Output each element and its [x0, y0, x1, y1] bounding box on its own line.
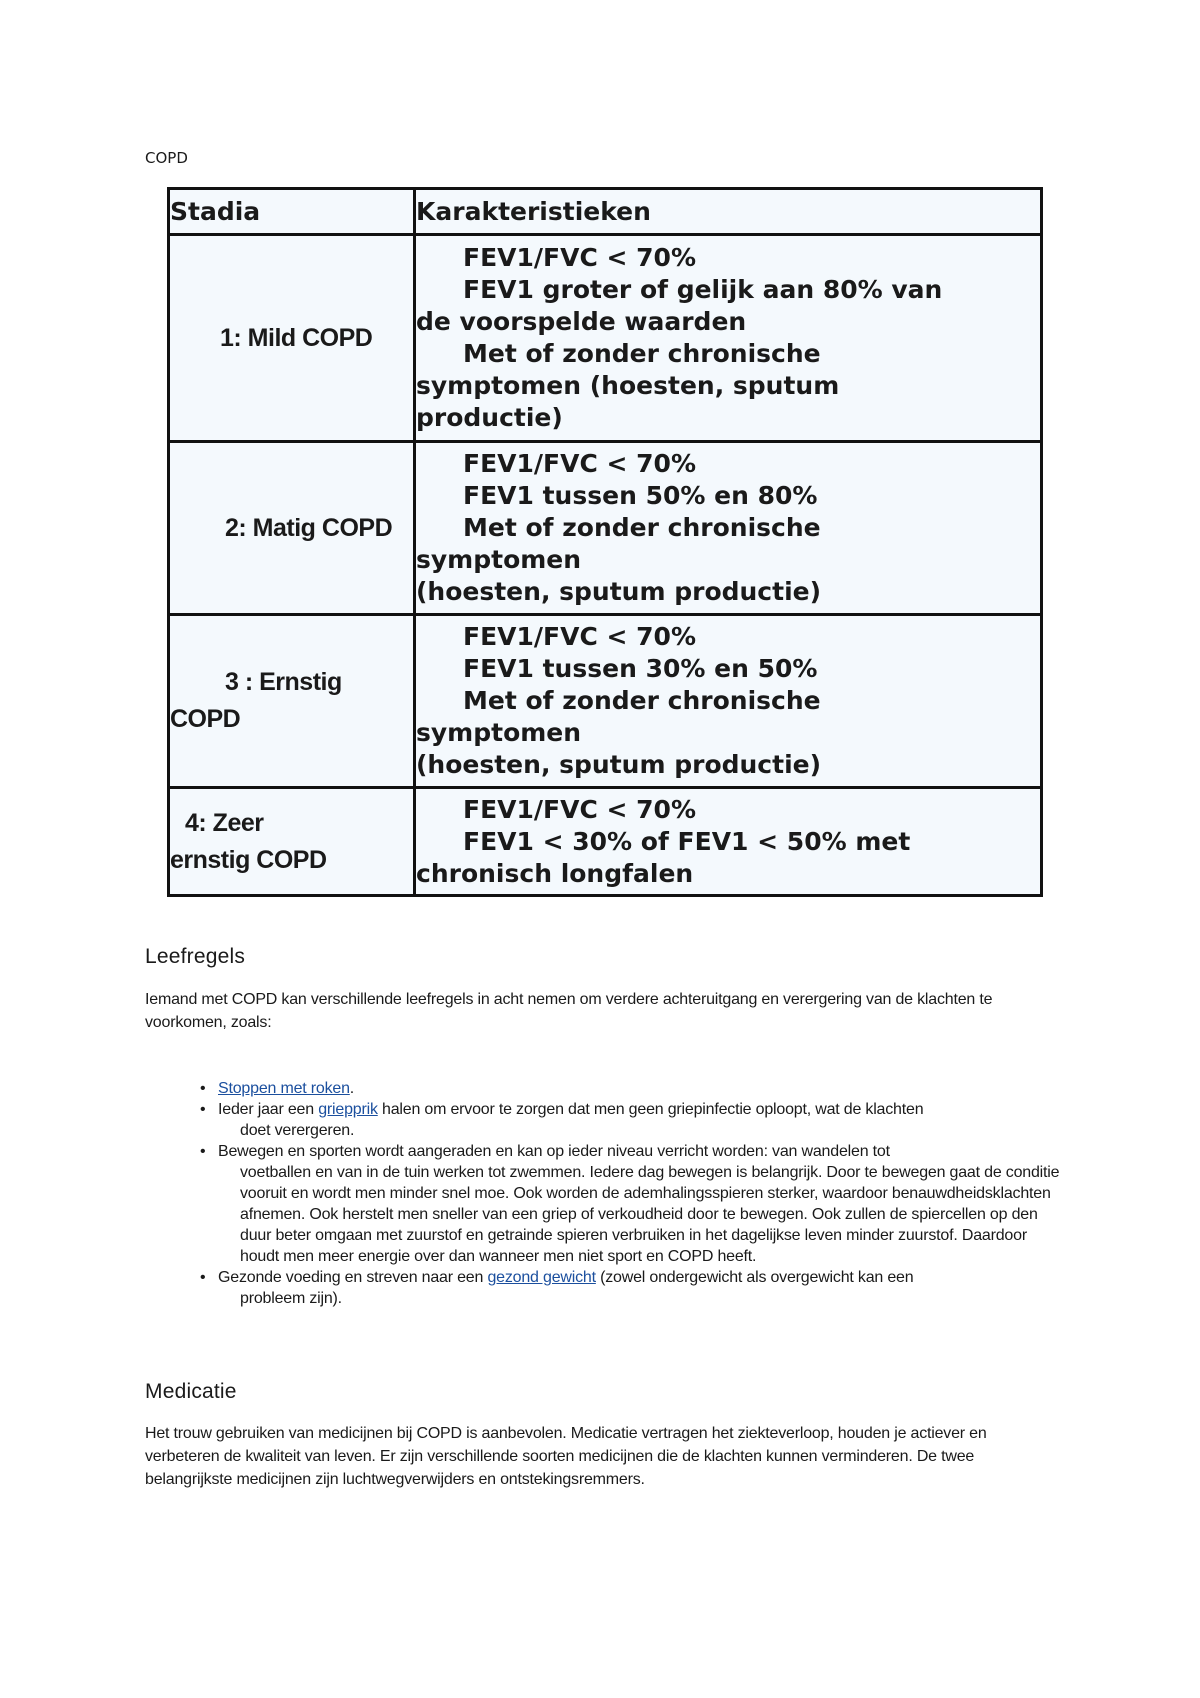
characteristic-line: Met of zonder chronische — [463, 686, 821, 715]
table-header-row — [169, 189, 1042, 235]
header-stadia: Stadia — [169, 189, 415, 235]
characteristic-line: symptomen — [416, 545, 582, 574]
characteristics-cell — [415, 235, 1042, 442]
leefregels-list — [200, 1078, 1070, 1309]
stage-cell — [169, 788, 415, 896]
leefregels-heading: Leefregels — [145, 945, 246, 968]
characteristic-line: symptomen — [416, 718, 582, 747]
list-item — [200, 1141, 1070, 1267]
list-item-text: halen om ervoor te zorgen dat men geen griepinfectie oploopt, wat de klachten — [377, 1101, 924, 1118]
list-item-text: . — [349, 1080, 355, 1097]
stage-cell — [169, 615, 415, 788]
characteristics-cell — [415, 615, 1042, 788]
table-row — [169, 442, 1042, 615]
medicatie-text: Het trouw gebruiken van medicijnen bij COPD is aanbevolen. Medicatie vertragen het ziekteverloop, houden je actiever en verbeteren de kwaliteit van leven. Er zijn verschillende soorten medicijnen die de klachten kunnen verminderen. De twee belangrijkste medicijnen zijn luchtwegverwijders en ontstekingsremmers. — [145, 1425, 987, 1488]
list-item-text: voetballen en van in de tuin werken tot zwemmen. Iedere dag bewegen is belangrijk. Door te bewegen gaat de conditie vooruit en wordt men minder snel moe. Ook worden de ademhalingsspieren sterker, waardoor benauwdheidsklachten afnemen. Ook herstelt men sneller van een griep of verkoudheid door te bewegen. Ook zullen de spiercellen op den duur beter omgaan met zuurstof en getrainde spieren verbruiken in het dagelijkse leven minder zuurstof. Daardoor houdt men meer energie over dan wanneer men niet sport en COPD heeft. — [240, 1164, 1060, 1265]
characteristic-line: FEV1 groter of gelijk aan 80% van — [463, 275, 943, 304]
list-item-text: probleem zijn). — [240, 1290, 342, 1307]
medicatie-heading: Medicatie — [145, 1380, 237, 1403]
stage-label-cont: ernstig COPD — [170, 845, 327, 874]
characteristic-line: FEV1/FVC < 70% — [463, 243, 696, 272]
list-item-text: Bewegen en sporten wordt aangeraden en kan op ieder niveau verricht worden: van wandelen tot — [218, 1143, 890, 1160]
stage-label: 1: Mild COPD — [220, 323, 373, 352]
copd-stages-table — [167, 187, 1043, 897]
leefregels-intro: Iemand met COPD kan verschillende leefregels in acht nemen om verdere achteruitgang en verergering van de klachten te voorkomen, zoals: — [145, 991, 993, 1031]
characteristic-line: de voorspelde waarden — [416, 307, 747, 336]
stage-cell — [169, 442, 415, 615]
table-row — [169, 235, 1042, 442]
stage-label: 2: Matig COPD — [225, 513, 393, 542]
header-karakteristieken: Karakteristieken — [415, 189, 1042, 235]
table-row — [169, 615, 1042, 788]
list-item — [200, 1099, 1070, 1141]
characteristic-line: FEV1 tussen 50% en 80% — [463, 481, 818, 510]
list-item-text: doet verergeren. — [240, 1122, 355, 1139]
characteristic-line: (hoesten, sputum productie) — [416, 750, 822, 779]
characteristic-line: FEV1/FVC < 70% — [463, 449, 696, 478]
characteristic-line: Met of zonder chronische — [463, 513, 821, 542]
bullet-icon: • — [200, 1080, 206, 1097]
stage-label: 4: Zeer — [185, 808, 264, 837]
characteristic-line: chronisch longfalen — [416, 858, 694, 888]
document-label: COPD — [145, 149, 188, 167]
bullet-icon: • — [200, 1269, 206, 1286]
stage-label: 3 : Ernstig — [225, 668, 342, 696]
characteristic-line: symptomen (hoesten, sputum — [416, 371, 840, 400]
bullet-icon: • — [200, 1101, 206, 1118]
stage-label-cont: COPD — [170, 705, 241, 733]
gezond-gewicht-link[interactable]: gezond gewicht — [487, 1269, 596, 1286]
stage-cell — [169, 235, 415, 442]
characteristics-cell — [415, 442, 1042, 615]
list-item — [200, 1078, 1070, 1099]
stoppen-met-roken-link[interactable]: Stoppen met roken — [218, 1080, 350, 1097]
list-item-text: Gezonde voeding en streven naar een — [218, 1269, 488, 1286]
characteristic-line: FEV1/FVC < 70% — [463, 794, 696, 824]
list-item-text: Ieder jaar een — [218, 1101, 319, 1118]
characteristic-line: (hoesten, sputum productie) — [416, 577, 822, 606]
characteristic-line: FEV1 < 30% of FEV1 < 50% met — [463, 826, 911, 856]
list-item — [200, 1267, 1070, 1309]
characteristic-line: productie) — [416, 403, 563, 432]
characteristic-line: Met of zonder chronische — [463, 339, 821, 368]
table-row — [169, 788, 1042, 896]
characteristic-line: FEV1 tussen 30% en 50% — [463, 654, 818, 683]
characteristics-cell — [415, 788, 1042, 896]
list-item-text: (zowel ondergewicht als overgewicht kan een — [595, 1269, 914, 1286]
griepprik-link[interactable]: griepprik — [318, 1101, 378, 1118]
bullet-icon: • — [200, 1143, 206, 1160]
characteristic-line: FEV1/FVC < 70% — [463, 622, 696, 651]
